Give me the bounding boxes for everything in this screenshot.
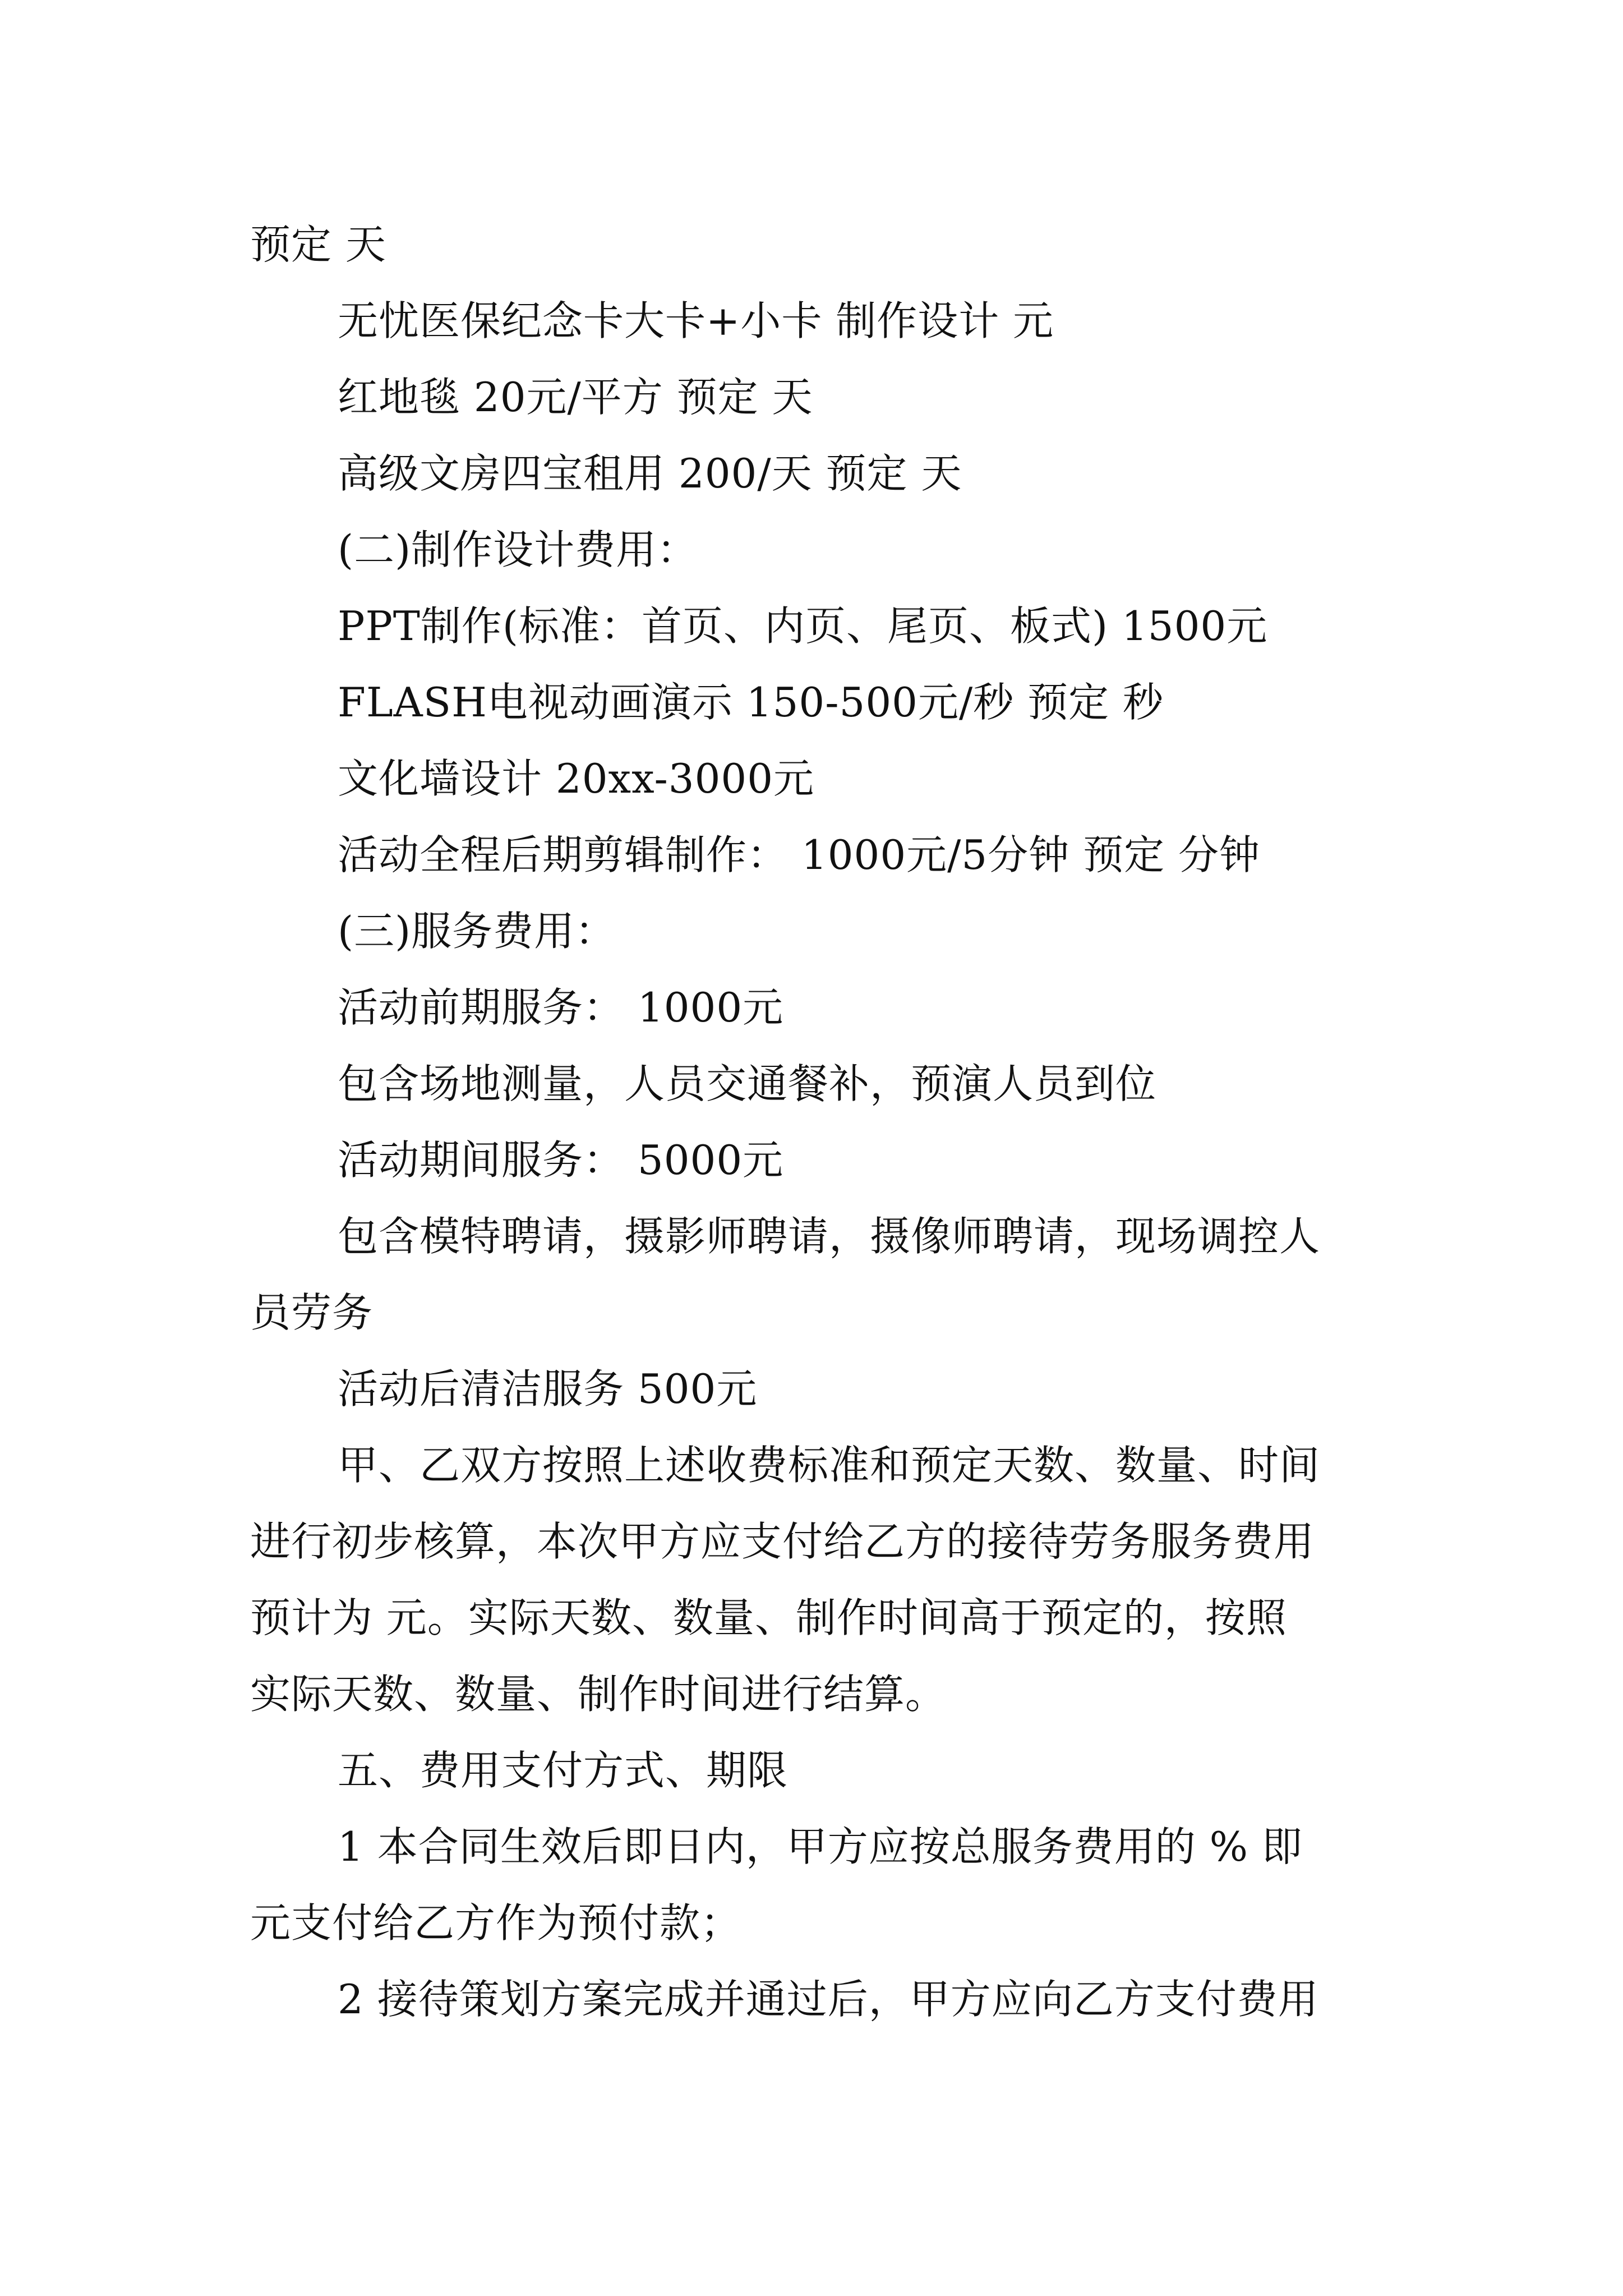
text-line: PPT制作(标准：首页、内页、尾页、板式) 1500元 (338, 602, 1268, 650)
text-line: 包含模特聘请，摄影师聘请，摄像师聘请，现场调控人 (338, 1213, 1321, 1260)
paragraph-line: 1 本合同生效后即日内，甲方应按总服务费用的 % 即 (338, 1823, 1303, 1870)
text-line: 高级文房四宝租用 200/天 预定 天 (338, 450, 962, 497)
text-line: 活动全程后期剪辑制作： 1000元/5分钟 预定 分钟 (338, 831, 1260, 878)
section-heading: (二)制作设计费用： (338, 526, 698, 573)
text-line: 无忧医保纪念卡大卡+小卡 制作设计 元 (338, 297, 1054, 344)
paragraph-line: 实际天数、数量、制作时间进行结算。 (250, 1671, 947, 1718)
text-line: 包含场地测量，人员交通餐补，预演人员到位 (338, 1060, 1157, 1107)
text-line: 预定 天 (250, 221, 386, 268)
section-heading: (三)服务费用： (338, 908, 616, 955)
text-line: 活动后清洁服务 500元 (338, 1365, 758, 1412)
paragraph-line: 甲、乙双方按照上述收费标准和预定天数、数量、时间 (338, 1442, 1321, 1489)
text-line: FLASH电视动画演示 150-500元/秒 预定 秒 (338, 679, 1164, 726)
text-line: 红地毯 20元/平方 预定 天 (338, 374, 813, 421)
text-line: 活动前期服务： 1000元 (338, 984, 784, 1031)
paragraph-line: 预计为 元。实际天数、数量、制作时间高于预定的，按照 (250, 1594, 1287, 1641)
section-heading: 五、费用支付方式、期限 (338, 1747, 789, 1794)
text-line: 文化墙设计 20xx-3000元 (338, 755, 815, 802)
paragraph-line: 2 接待策划方案完成并通过后，甲方应向乙方支付费用 (338, 1976, 1319, 2023)
paragraph-line: 进行初步核算，本次甲方应支付给乙方的接待劳务服务费用 (250, 1518, 1315, 1565)
text-line: 员劳务 (250, 1289, 374, 1336)
paragraph-line: 元支付给乙方作为预付款； (250, 1899, 742, 1947)
text-line: 活动期间服务： 5000元 (338, 1137, 784, 1184)
